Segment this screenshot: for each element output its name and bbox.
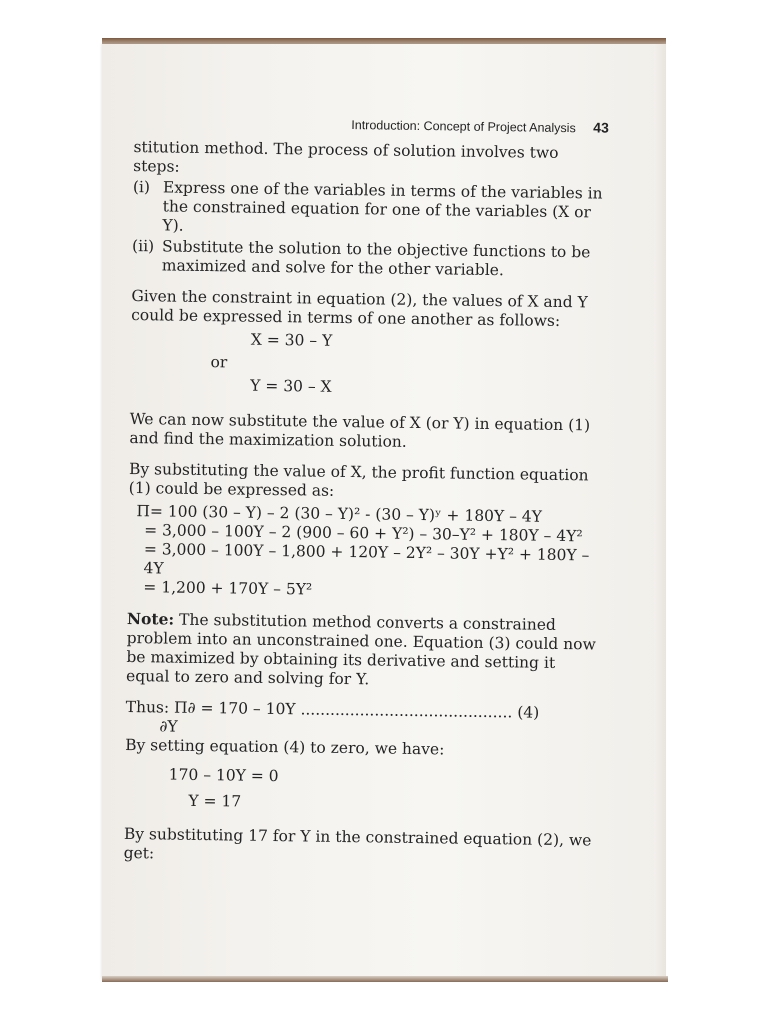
note-label: Note:: [126, 608, 175, 629]
page-bottom-edge: [102, 976, 668, 982]
note-paragraph: [126, 609, 602, 693]
setting-paragraph: By setting equation (4) to zero, we have:: [125, 735, 445, 759]
equation-x: X = 30 – Y: [250, 330, 333, 350]
step-item: [132, 237, 607, 282]
or-word: or: [210, 353, 228, 372]
profit-line: = 3,000 – 100Y – 2 (900 – 60 + Y²) – 30–Y² + 180Y – 4Y²: [144, 521, 583, 546]
final-paragraph: By substituting 17 for Y in the constrained equation (2), we get:: [123, 824, 592, 863]
intro-text: stitution method. The process of solution involves two steps:: [133, 137, 559, 176]
substitute-paragraph: We can now substitute the value of X (or Y) in equation (1) and find the maximization solution.: [129, 409, 591, 451]
substituting-paragraph: By substituting the value of X, the profit function equation (1) could be expressed as:: [128, 459, 589, 500]
profit-line: = 3,000 – 100Y – 1,800 + 120Y – 2Y² – 30Y +Y² + 180Y – 4Y: [143, 540, 590, 578]
step-marker: (ii): [132, 236, 155, 256]
note-text: The substitution method converts a constrained problem into an unconstrained one. Equation (3) could now be maximized by obtaining its derivative and setting it equal to zero and solving for Y.: [125, 610, 596, 689]
solution-line: Y = 17: [188, 791, 242, 811]
profit-line: Π= 100 (30 – Y) – 2 (30 – Y)² - (30 – Y)ʸ + 180Y – 4Y: [136, 502, 543, 526]
running-title: Introduction: Concept of Project Analysis: [351, 118, 576, 136]
step-item: [132, 178, 608, 242]
step-text: Substitute the solution to the objective functions to be maximized and solve for the other variable.: [161, 237, 591, 280]
thus-line: Thus: Π∂ = 170 – 10Y ........................................... (4): [125, 697, 540, 722]
equation-y: Y = 30 – X: [250, 376, 332, 396]
given-paragraph: Given the constraint in equation (2), the values of X and Y could be expressed in terms of one another as follows:: [131, 286, 588, 330]
step-marker: (i): [132, 177, 151, 197]
page-right-edge: [654, 44, 666, 980]
page-content: [124, 112, 609, 870]
solution-block: [124, 761, 600, 820]
profit-line: = 1,200 + 170Y – 5Y²: [143, 578, 313, 599]
profit-function-block: [127, 502, 603, 604]
derivative-denominator: ∂Y: [159, 717, 178, 736]
step-text: Express one of the variables in terms of the variables in the constrained equation for one of the variables (X or Y).: [162, 178, 603, 235]
solution-line: 170 – 10Y = 0: [168, 765, 279, 786]
page-number: 43: [593, 119, 609, 136]
